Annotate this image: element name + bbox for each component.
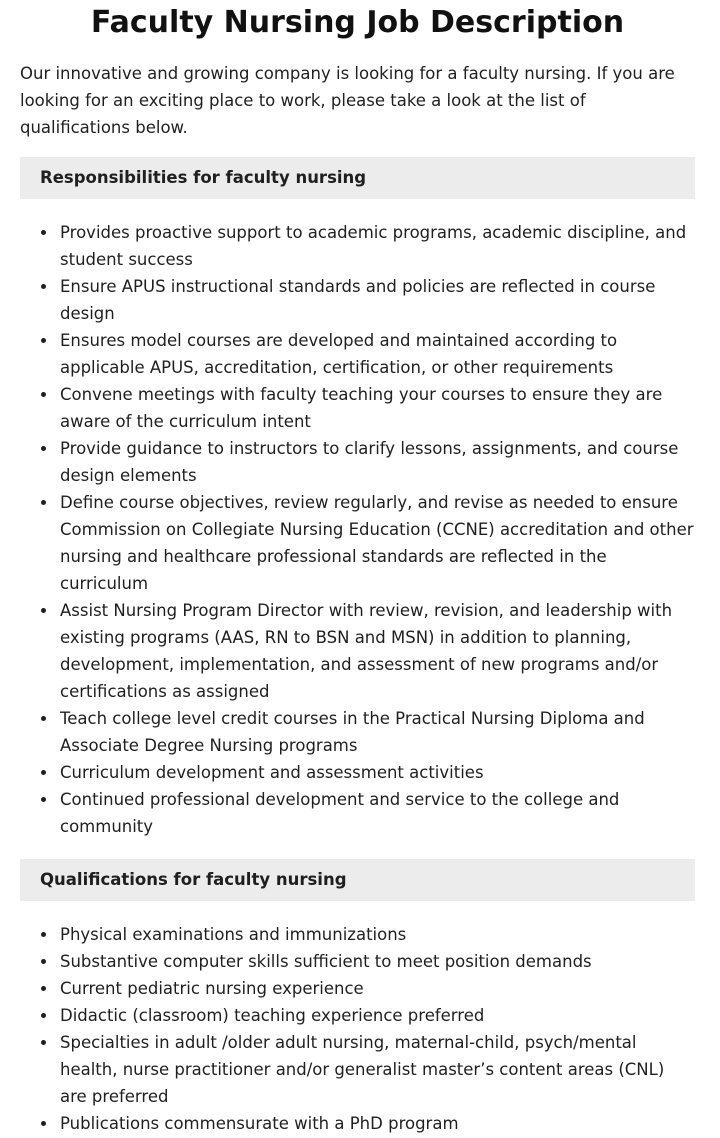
bullet-icon bbox=[41, 770, 46, 775]
bullet-icon bbox=[41, 338, 46, 343]
bullet-icon bbox=[41, 500, 46, 505]
bullet-icon bbox=[41, 932, 46, 937]
list-item-text: Didactic (classroom) teaching experience preferred bbox=[60, 1006, 485, 1025]
list-item-text: Provides proactive support to academic programs, academic discipline, and student success bbox=[60, 223, 687, 269]
list-item bbox=[20, 705, 695, 759]
bullet-icon bbox=[41, 608, 46, 613]
qualifications-heading: Qualifications for faculty nursing bbox=[20, 859, 695, 901]
list-item-text: Current pediatric nursing experience bbox=[60, 979, 364, 998]
list-item-text: Substantive computer skills sufficient to meet position demands bbox=[60, 952, 592, 971]
list-item bbox=[20, 1002, 695, 1029]
bullet-icon bbox=[41, 1013, 46, 1018]
list-item-text: Curriculum development and assessment activities bbox=[60, 763, 484, 782]
list-item bbox=[20, 1110, 695, 1137]
list-item bbox=[20, 975, 695, 1002]
list-item-text: Publications commensurate with a PhD program bbox=[60, 1114, 459, 1133]
responsibilities-list bbox=[20, 199, 695, 840]
list-item bbox=[20, 786, 695, 840]
bullet-icon bbox=[41, 959, 46, 964]
list-item-text: Convene meetings with faculty teaching your courses to ensure they are aware of the curriculum intent bbox=[60, 385, 663, 431]
list-item bbox=[20, 327, 695, 381]
bullet-icon bbox=[41, 284, 46, 289]
bullet-icon bbox=[41, 1121, 46, 1126]
bullet-icon bbox=[41, 986, 46, 991]
bullet-icon bbox=[41, 797, 46, 802]
bullet-icon bbox=[41, 716, 46, 721]
bullet-icon bbox=[41, 392, 46, 397]
bullet-icon bbox=[41, 446, 46, 451]
list-item bbox=[20, 1029, 695, 1110]
responsibilities-heading: Responsibilities for faculty nursing bbox=[20, 157, 695, 199]
list-item bbox=[20, 948, 695, 975]
list-item bbox=[20, 219, 695, 273]
intro-paragraph: Our innovative and growing company is looking for a faculty nursing. If you are looking for an exciting place to work, please take a look at the list of qualifications below. bbox=[20, 64, 675, 137]
list-item-text: Teach college level credit courses in the Practical Nursing Diploma and Associate Degree Nursing programs bbox=[60, 709, 645, 755]
list-item bbox=[20, 381, 695, 435]
list-item-text: Specialties in adult /older adult nursing, maternal-child, psych/mental health, nurse practitioner and/or generalist master’s content areas (CNL) are preferred bbox=[60, 1033, 665, 1106]
list-item bbox=[20, 597, 695, 705]
list-item bbox=[20, 921, 695, 948]
list-item-text: Assist Nursing Program Director with review, revision, and leadership with existing programs (AAS, RN to BSN and MSN) in addition to planning, development, implementation, and assessment of new programs and/or certifications as assigned bbox=[60, 601, 673, 701]
list-item-text: Continued professional development and service to the college and community bbox=[60, 790, 620, 836]
bullet-icon bbox=[41, 1040, 46, 1045]
list-item bbox=[20, 273, 695, 327]
list-item-text: Provide guidance to instructors to clarify lessons, assignments, and course design elements bbox=[60, 439, 679, 485]
list-item bbox=[20, 435, 695, 489]
list-item-text: Ensure APUS instructional standards and policies are reflected in course design bbox=[60, 277, 656, 323]
list-item-text: Define course objectives, review regularly, and revise as needed to ensure Commission on Collegiate Nursing Education (CCNE) accreditation and other nursing and healthcare professional standards are reflected in the curriculum bbox=[60, 493, 694, 593]
qualifications-list bbox=[20, 901, 695, 1137]
page-title: Faculty Nursing Job Description bbox=[90, 5, 625, 40]
list-item bbox=[20, 489, 695, 597]
list-item bbox=[20, 759, 695, 786]
list-item-text: Physical examinations and immunizations bbox=[60, 925, 407, 944]
list-item-text: Ensures model courses are developed and maintained according to applicable APUS, accreditation, certification, or other requirements bbox=[60, 331, 618, 377]
bullet-icon bbox=[41, 230, 46, 235]
